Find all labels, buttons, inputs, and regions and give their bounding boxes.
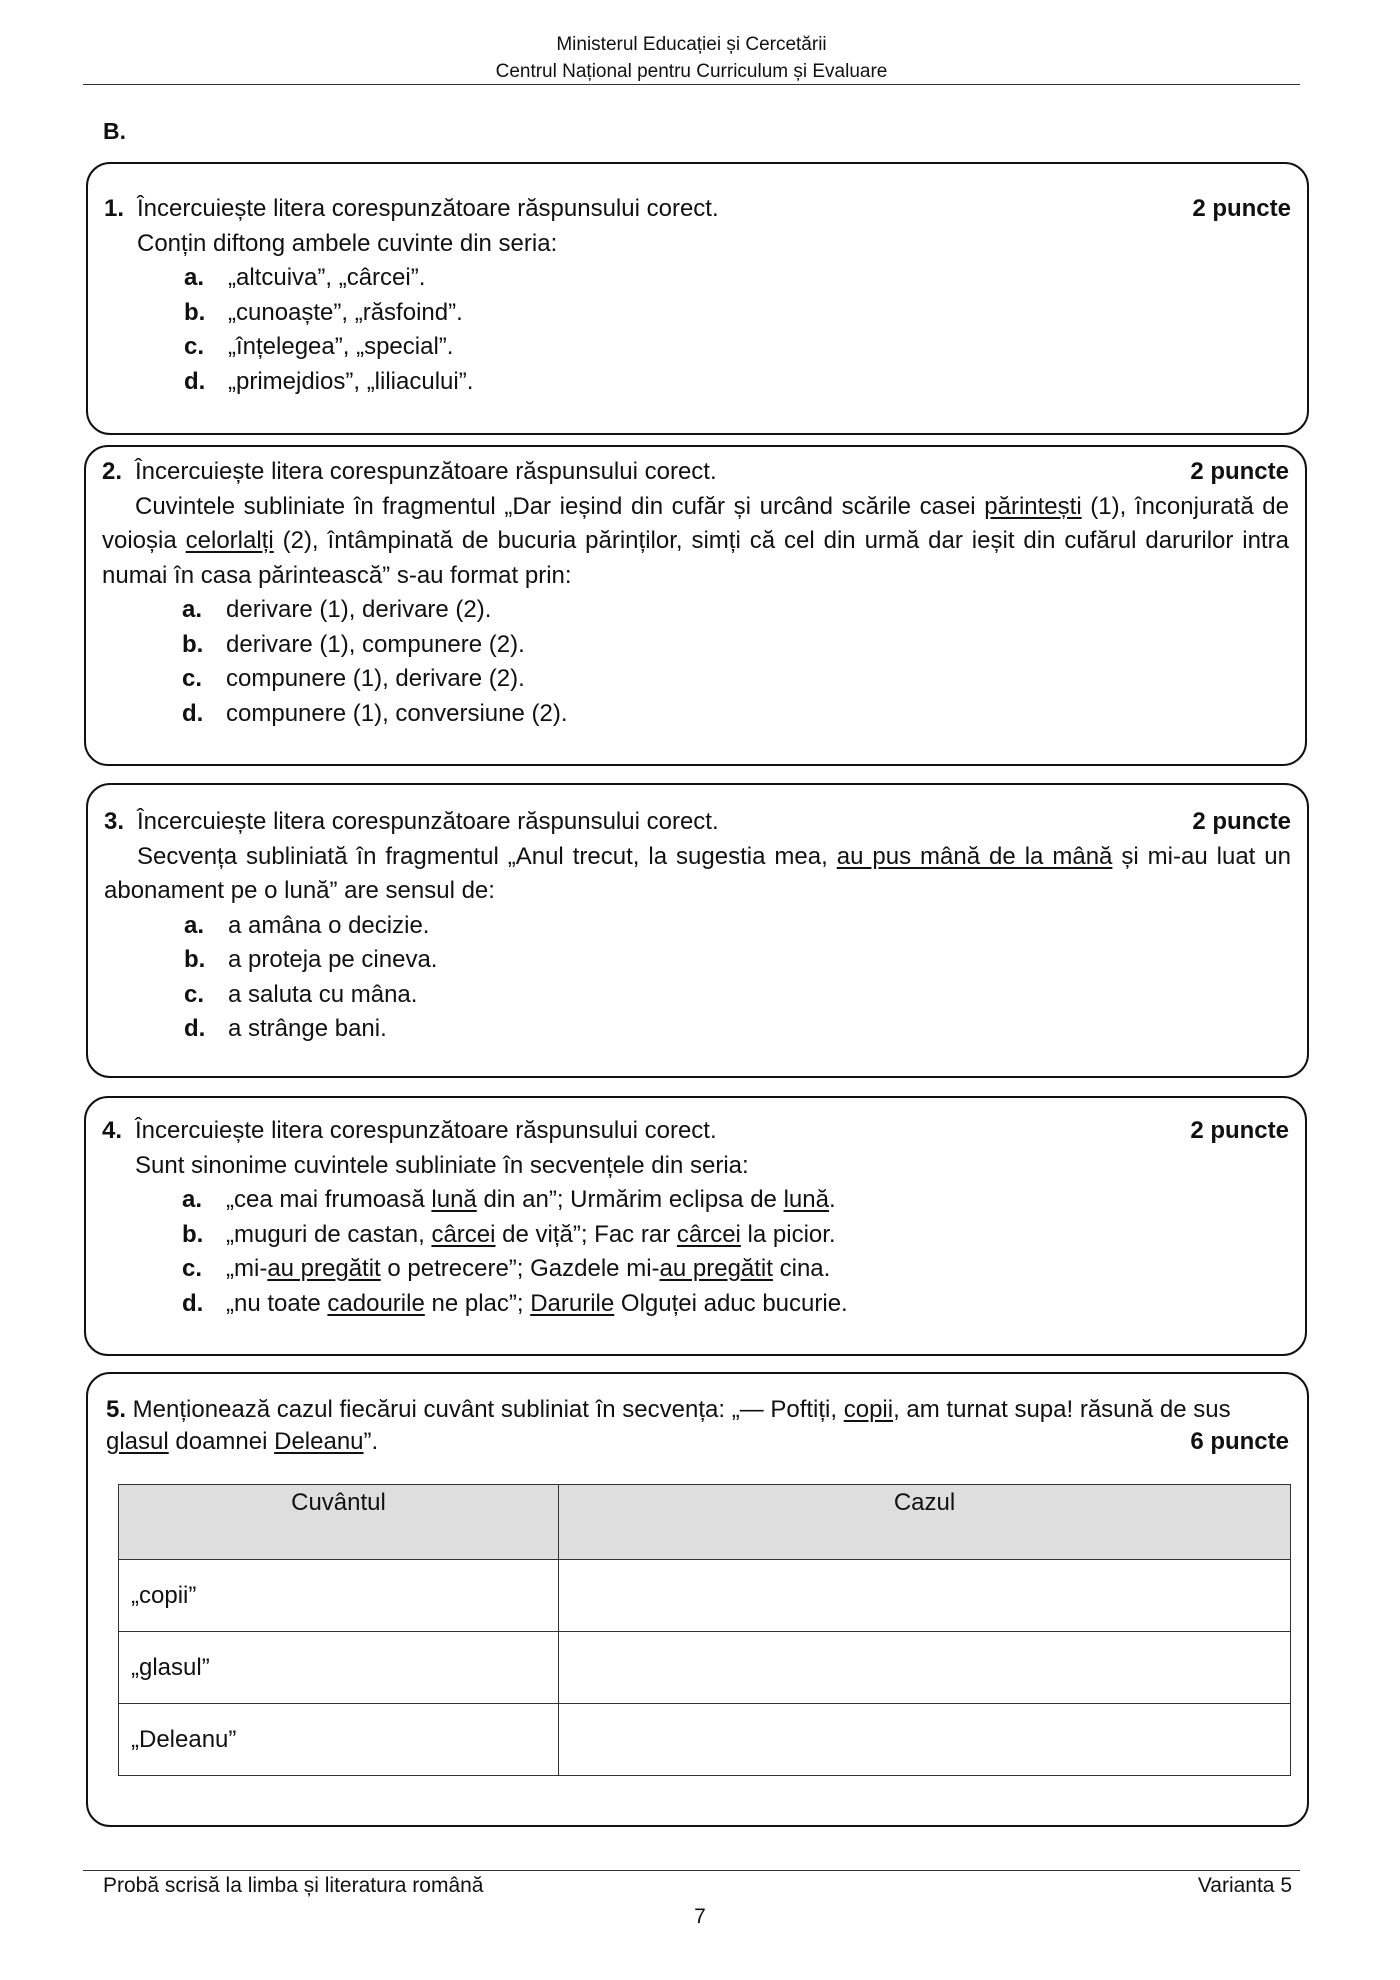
underlined-word: părintești bbox=[984, 492, 1082, 520]
question-number: 2. bbox=[102, 458, 123, 485]
footer-exam-name: Probă scrisă la limba și literatura română bbox=[103, 1874, 484, 1897]
question-instruction: Încercuiește litera corespunzătoare răspunsului corect. bbox=[135, 458, 717, 485]
question-2-box bbox=[84, 445, 1307, 766]
question-number: 4. bbox=[102, 1117, 123, 1144]
answer-cell[interactable] bbox=[559, 1704, 1291, 1776]
question-points: 2 puncte bbox=[1190, 1117, 1289, 1144]
option-a[interactable]: a. derivare (1), derivare (2). bbox=[182, 596, 492, 623]
options-list bbox=[102, 593, 1289, 731]
center-name: Centrul Național pentru Curriculum și Evaluare bbox=[495, 61, 888, 82]
question-number: 1. bbox=[104, 195, 125, 222]
option-b[interactable]: b. a proteja pe cineva. bbox=[184, 946, 438, 973]
option-c[interactable]: c. „mi-au pregătit o petrecere”; Gazdele mi-au pregătit cina. bbox=[182, 1255, 831, 1282]
question-stem: Sunt sinonime cuvintele subliniate în secvențele din seria: bbox=[135, 1151, 749, 1179]
option-a[interactable]: a. „cea mai frumoasă lună din an”; Urmărim eclipsa de lună. bbox=[182, 1186, 836, 1213]
options-list bbox=[102, 1183, 1289, 1321]
word-cell: „copii” bbox=[119, 1560, 559, 1632]
word-cell: „glasul” bbox=[119, 1632, 559, 1704]
option-d[interactable]: d. „nu toate cadourile ne plac”; Darurile Olguței aduc bucurie. bbox=[182, 1289, 848, 1317]
question-number: 5. bbox=[106, 1396, 127, 1423]
case-table bbox=[118, 1484, 1291, 1776]
question-points: 2 puncte bbox=[1192, 808, 1291, 835]
question-stem: Cuvintele subliniate în fragmentul „Dar ieșind din cufăr și urcând scările casei părintești (1), înconjurată de voioșia celorlalți (2), întâmpinată de bucuria părinților, simți că cel din urmă dar ieșit din cufărul darurilor intra numai în casa părintească” s-au format prin: bbox=[102, 492, 1289, 589]
question-4-box bbox=[84, 1096, 1307, 1356]
underlined-phrase: au pus mână de la mână bbox=[836, 842, 1113, 870]
question-stem: Conțin diftong ambele cuvinte din seria: bbox=[137, 229, 558, 257]
underlined-word: celorlalți bbox=[185, 527, 274, 554]
question-points: 6 puncte bbox=[1190, 1428, 1289, 1455]
option-a[interactable]: a. a amâna o decizie. bbox=[184, 911, 430, 939]
question-instruction: Încercuiește litera corespunzătoare răspunsului corect. bbox=[137, 195, 719, 222]
table-row bbox=[119, 1560, 1291, 1632]
option-a[interactable]: a. „altcuiva”, „cârcei”. bbox=[184, 264, 426, 291]
option-d[interactable]: d. a strânge bani. bbox=[184, 1015, 387, 1042]
question-instruction: Încercuiește litera corespunzătoare răspunsului corect. bbox=[135, 1117, 717, 1144]
question-stem: Secvența subliniată în fragmentul „Anul trecut, la sugestia mea, au pus mână de la mână și mi-au luat un abonament pe o lună” are sensul de: bbox=[104, 842, 1291, 904]
options-list bbox=[104, 261, 1291, 399]
ministry-name: Ministerul Educației și Cercetării bbox=[556, 34, 827, 55]
option-c[interactable]: c. „înțelegea”, „special”. bbox=[184, 333, 454, 360]
table-header-case: Cazul bbox=[559, 1485, 1291, 1560]
question-instruction: Încercuiește litera corespunzătoare răspunsului corect. bbox=[137, 808, 719, 835]
section-letter: B. bbox=[103, 118, 126, 144]
question-stem: 5. Menționează cazul fiecărui cuvânt subliniat în secvența: „— Poftiți, copii, am turnat supa! răsună de sus glasul doamnei Deleanu”. 6 puncte bbox=[106, 1394, 1289, 1458]
table-header-word: Cuvântul bbox=[119, 1485, 559, 1560]
question-number: 3. bbox=[104, 808, 125, 835]
option-c[interactable]: c. a saluta cu mâna. bbox=[184, 980, 418, 1008]
option-b[interactable]: b. „cunoaște”, „răsfoind”. bbox=[184, 298, 463, 326]
answer-cell[interactable] bbox=[559, 1560, 1291, 1632]
option-d[interactable]: d. compunere (1), conversiune (2). bbox=[182, 699, 568, 727]
page-number: 7 bbox=[694, 1905, 706, 1928]
header-divider bbox=[83, 84, 1300, 85]
option-b[interactable]: b. „muguri de castan, cârcei de viță”; Fac rar cârcei la picior. bbox=[182, 1220, 836, 1248]
option-c[interactable]: c. compunere (1), derivare (2). bbox=[182, 665, 525, 692]
option-b[interactable]: b. derivare (1), compunere (2). bbox=[182, 630, 525, 658]
options-list bbox=[104, 909, 1291, 1047]
question-1-box bbox=[86, 162, 1309, 435]
page-header bbox=[83, 31, 1300, 85]
word-cell: „Deleanu” bbox=[119, 1704, 559, 1776]
footer-divider bbox=[83, 1870, 1300, 1871]
table-row bbox=[119, 1632, 1291, 1704]
footer-variant: Varianta 5 bbox=[1197, 1874, 1292, 1897]
question-3-box bbox=[86, 783, 1309, 1078]
table-row bbox=[119, 1704, 1291, 1776]
answer-cell[interactable] bbox=[559, 1632, 1291, 1704]
option-d[interactable]: d. „primejdios”, „liliacului”. bbox=[184, 367, 474, 395]
question-points: 2 puncte bbox=[1192, 195, 1291, 222]
question-points: 2 puncte bbox=[1190, 458, 1289, 485]
question-5-box bbox=[86, 1372, 1309, 1827]
